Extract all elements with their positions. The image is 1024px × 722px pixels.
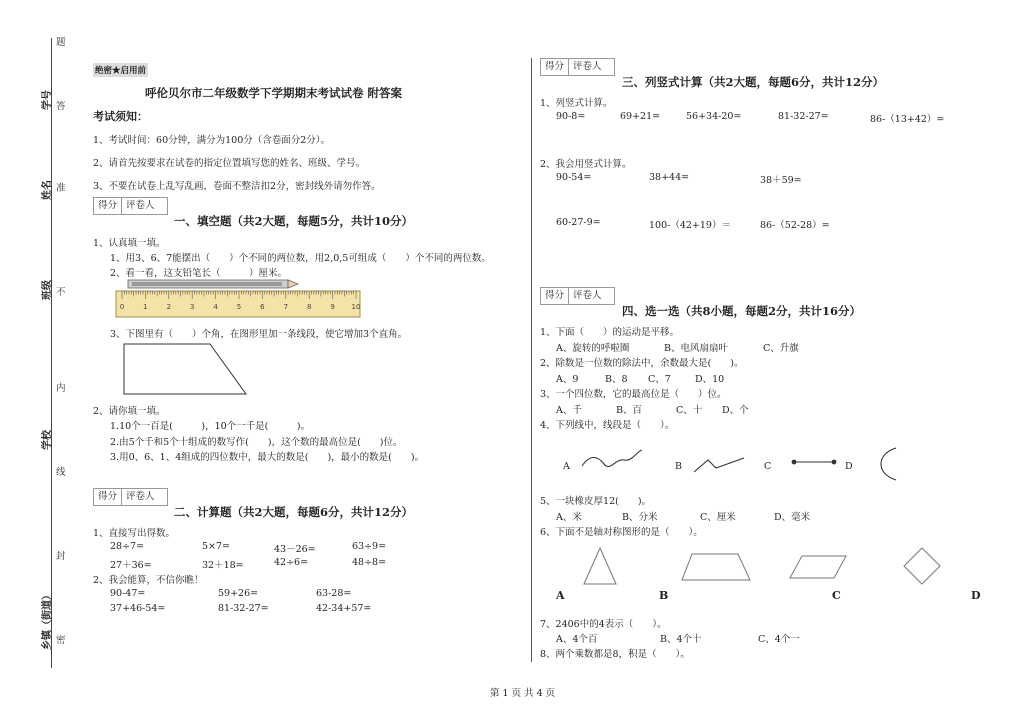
calc-item: 90-8=	[556, 111, 586, 122]
calc-item: 90-54=	[556, 172, 592, 183]
option: B、百	[616, 405, 642, 416]
option: C、升旗	[763, 343, 799, 354]
option: A、4个百	[556, 634, 598, 645]
question: 1、直接写出得数。	[93, 528, 176, 539]
calc-item: 60-27-9=	[556, 217, 601, 228]
seal-char: 线	[56, 467, 66, 478]
calc-item: 63÷9=	[352, 541, 387, 552]
pencil-ruler-figure	[112, 277, 364, 319]
shape-label: A	[556, 589, 565, 602]
calc-item: 86-（52-28）=	[760, 220, 830, 231]
grader-label: 评卷人	[573, 61, 602, 72]
question: 3、一个四位数，它的最高位是（ ）位。	[540, 389, 727, 400]
option: D、个	[722, 405, 749, 416]
notice-heading: 考试须知：	[93, 110, 148, 123]
score-box	[540, 287, 615, 305]
score-box	[93, 488, 168, 506]
seal-char: 密	[56, 635, 66, 646]
question: 8、两个乘数都是8，积是（ ）。	[540, 649, 690, 660]
question: 1.10个一百是( )，10个一千是( )。	[110, 421, 311, 432]
ruler-number: 5	[236, 303, 242, 311]
seal-char: 题	[56, 37, 66, 48]
town-label: 乡镇（街道）	[42, 590, 53, 650]
calc-item: 42-34+57=	[316, 603, 372, 614]
score-box	[93, 197, 168, 215]
option: A、千	[556, 405, 582, 416]
student-id-label: 学号	[42, 90, 53, 110]
section-1-heading: 一、填空题（共2大题，每题5分，共计10分）	[174, 214, 414, 228]
line-label: C	[764, 461, 772, 472]
grader-label: 评卷人	[573, 290, 602, 301]
name-label: 姓名	[42, 180, 53, 200]
question: 1、用3、6、7能摆出（ ）个不同的两位数，用2,0,5可组成（ ）个不同的两位数。	[110, 253, 491, 264]
grader-label: 评卷人	[126, 200, 155, 211]
shape-label: C	[832, 589, 841, 602]
question: 2、请你填一填。	[93, 406, 166, 417]
option: B、4个十	[660, 634, 702, 645]
calc-item: 100-（42+19）＝	[649, 220, 731, 231]
calc-item: 28÷7=	[110, 541, 145, 552]
ruler-number: 7	[283, 303, 289, 311]
option: B、电风扇扇叶	[664, 343, 728, 354]
question: 1、认真填一填。	[93, 238, 166, 249]
shape-label: B	[659, 589, 669, 602]
seal-char: 答	[56, 101, 66, 112]
option: B、8	[605, 374, 628, 385]
ruler-number: 4	[213, 303, 218, 311]
calc-item: 81-32-27=	[778, 111, 829, 122]
trapezoid-figure	[122, 342, 250, 396]
calc-item: 38+44=	[649, 172, 690, 183]
ruler-number: 8	[306, 303, 312, 311]
option: A、旋转的呼啦圈	[556, 343, 630, 354]
question: 6、下面不是轴对称图形的是（ ）。	[540, 527, 703, 538]
option: A、米	[556, 512, 582, 523]
calc-item: 59+26=	[218, 588, 259, 599]
question: 5、一块橡皮厚12( )。	[540, 496, 652, 507]
calc-item: 43－26=	[274, 544, 316, 555]
section-4-heading: 四、选一选（共8小题，每题2分，共计16分）	[622, 304, 862, 318]
calc-item: 69+21=	[620, 111, 661, 122]
seal-char: 内	[56, 383, 66, 394]
question: 2.由5个千和5个十组成的数写作( )，这个数的最高位是( )位。	[110, 437, 403, 448]
score-label: 得分	[94, 198, 122, 214]
question: 3.用0、6、1、4组成的四位数中，最大的数是( )，最小的数是( )。	[110, 452, 425, 463]
seal-char: 封	[56, 551, 66, 562]
score-label: 得分	[541, 288, 569, 304]
class-label: 班级	[42, 280, 53, 300]
shape-label: D	[971, 589, 981, 602]
ruler-number: 0	[119, 303, 125, 311]
question: 4、下列线中，线段是（ ）。	[540, 420, 675, 431]
option: A、9	[556, 374, 579, 385]
score-box	[540, 58, 615, 76]
question: 2、我会能算，不信你瞧！	[93, 575, 204, 586]
option: C、4个一	[758, 634, 800, 645]
option: C、十	[676, 405, 703, 416]
seal-char: 不	[56, 287, 66, 298]
ruler-number: 1	[143, 303, 148, 311]
option: C、7	[648, 374, 671, 385]
calc-item: 90-47=	[110, 588, 146, 599]
school-label: 学校	[42, 430, 53, 450]
calc-item: 38＋59=	[760, 175, 802, 186]
ruler-number: 6	[260, 303, 265, 311]
section-3-heading: 三、列竖式计算（共2大题，每题6分，共计12分）	[622, 75, 885, 89]
notice-item: 1、考试时间：60分钟，满分为100分（含卷面分2分）。	[93, 135, 331, 146]
question: 2、除数是一位数的除法中，余数最大是( )。	[540, 358, 744, 369]
ruler-number: 2	[166, 303, 172, 311]
column-divider	[531, 58, 532, 662]
question: 2、看一看，这支铅笔长（ ）厘米。	[110, 268, 288, 279]
ruler-number: 9	[330, 303, 335, 311]
shapes-figure	[580, 546, 944, 588]
option: D、毫米	[774, 512, 811, 523]
calc-item: 56+34-20=	[686, 111, 742, 122]
page-footer: 第 1 页 共 4 页	[490, 688, 556, 699]
calc-item: 5×7=	[202, 541, 231, 552]
score-label: 得分	[541, 59, 569, 75]
score-label: 得分	[94, 489, 122, 505]
calc-item: 86-（13+42）=	[870, 114, 945, 125]
option: B、分米	[622, 512, 658, 523]
ruler-number: 10	[351, 303, 361, 311]
calc-item: 63-28=	[316, 588, 352, 599]
section-2-heading: 二、计算题（共2大题，每题6分，共计12分）	[174, 505, 414, 519]
line-label: B	[675, 461, 682, 472]
calc-item: 32＋18=	[202, 560, 244, 571]
notice-item: 3、不要在试卷上乱写乱画，卷面不整洁扣2分，密封线外请勿作答。	[93, 181, 381, 192]
confidential-badge: 绝密★启用前	[93, 63, 148, 77]
question: 1、列竖式计算。	[540, 98, 613, 109]
notice-item: 2、请首先按要求在试卷的指定位置填写您的姓名、班级、学号。	[93, 158, 366, 169]
calc-item: 81-32-27=	[218, 603, 269, 614]
line-label: D	[845, 461, 853, 472]
seal-char: 准	[56, 183, 66, 194]
calc-item: 42÷6=	[274, 557, 309, 568]
option: D、10	[695, 374, 725, 385]
binding-line	[51, 38, 52, 668]
option: C、厘米	[700, 512, 736, 523]
page-title: 呼伦贝尔市二年级数学下学期期末考试试卷 附答案	[145, 86, 403, 100]
grader-label: 评卷人	[126, 491, 155, 502]
lines-figure	[580, 446, 910, 482]
calc-item: 27＋36=	[110, 560, 152, 571]
line-label: A	[563, 461, 570, 472]
ruler-number: 3	[189, 303, 195, 311]
question: 7、2406中的4表示（ ）。	[540, 619, 667, 630]
question: 1、下面（ ）的运动是平移。	[540, 327, 680, 338]
question: 2、我会用竖式计算。	[540, 159, 632, 170]
calc-item: 37+46-54=	[110, 603, 166, 614]
question: 3、下图里有（ ）个角，在图形里加一条线段，使它增加3个直角。	[110, 329, 408, 340]
calc-item: 48÷8=	[352, 557, 387, 568]
